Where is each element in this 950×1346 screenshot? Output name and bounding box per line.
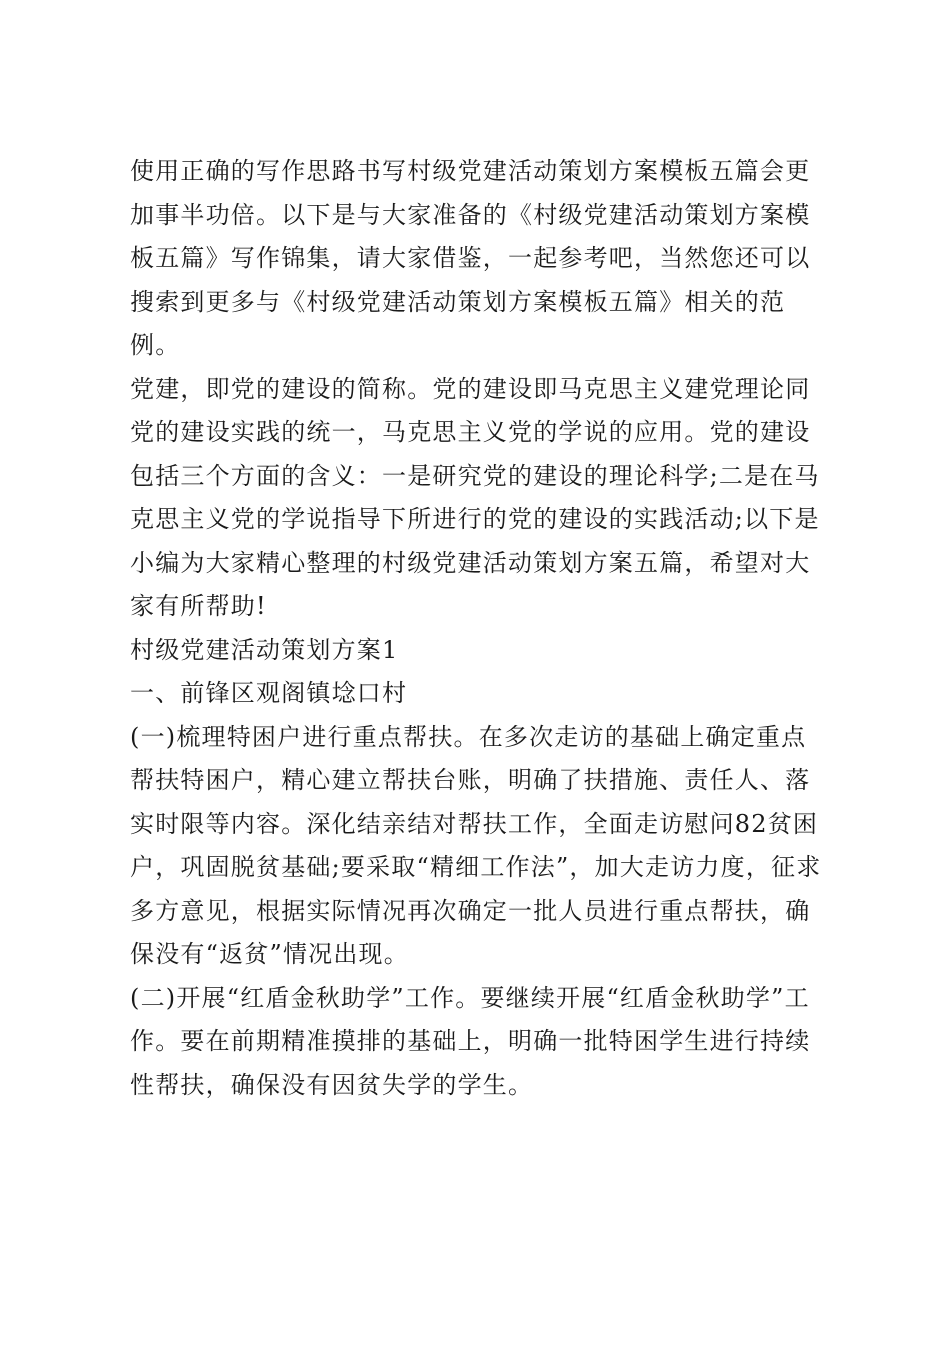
section-title: 村级党建活动策划方案1 [130, 635, 399, 664]
document-page [130, 150, 830, 1107]
section-heading-village: 一、前锋区观阁镇埝口村 [130, 679, 408, 707]
party-building-paragraph: 党建，即党的建设的简称。党的建设即马克思主义建党理论同党的建设实践的统一，马克思主义党的学说的应用。党的建设包括三个方面的含义：一是研究党的建设的理论科学;二是在马克思主义党的学说指导下所进行的党的建设的实践活动;以下是小编为大家精心整理的村级党建活动策划方案五篇，希望对大家有所帮助! [130, 374, 820, 620]
intro-paragraph: 使用正确的写作思路书写村级党建活动策划方案模板五篇会更加事半功倍。以下是与大家准备的《村级党建活动策划方案模板五篇》写作锦集，请大家借鉴，一起参考吧，当然您还可以搜索到更多与《村级党建活动策划方案模板五篇》相关的范例。 [130, 157, 811, 359]
item-two-paragraph: (二)开展“红盾金秋助学”工作。要继续开展“红盾金秋助学”工作。要在前期精准摸排的基础上，明确一批特困学生进行持续性帮扶，确保没有因贫失学的学生。 [130, 983, 811, 1099]
item-one-paragraph: (一)梳理特困户进行重点帮扶。在多次走访的基础上确定重点帮扶特困户，精心建立帮扶台账，明确了扶措施、责任人、落实时限等内容。深化结亲结对帮扶工作，全面走访慰问82贫困户，巩固脱贫基础;要采取“精细工作法”，加大走访力度，征求多方意见，根据实际情况再次确定一批人员进行重点帮扶，确保没有“返贫”情况出现。 [130, 722, 822, 968]
